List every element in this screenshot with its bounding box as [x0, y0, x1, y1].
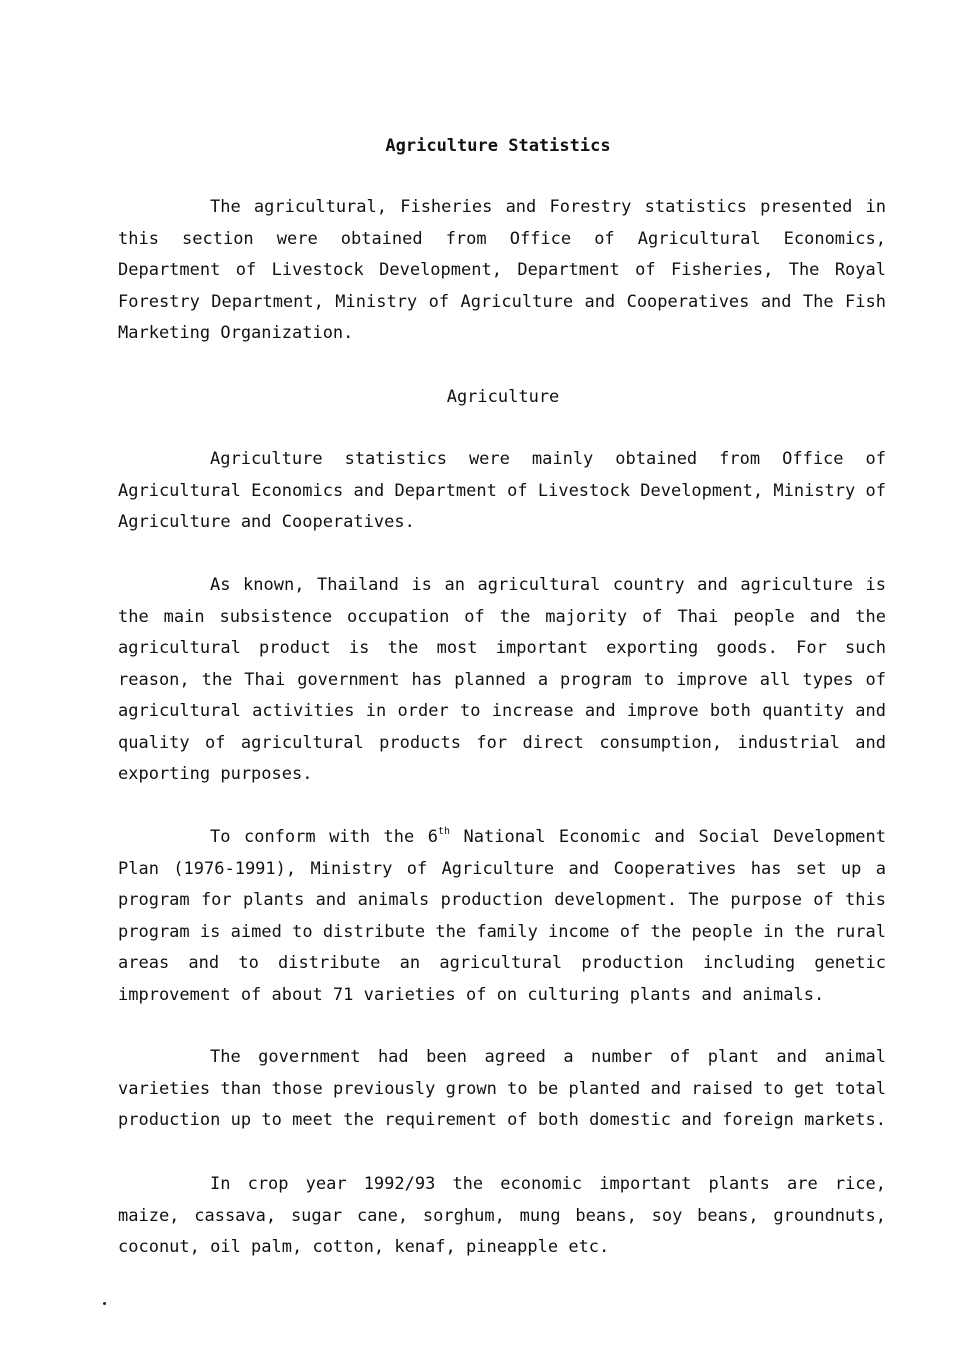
- paragraph-line: In crop year 1992/93 the economic important plants are rice,: [210, 1174, 886, 1194]
- paragraph-line: The government had been agreed a number of plant and animal: [210, 1047, 886, 1067]
- page-title: Agriculture Statistics: [385, 136, 611, 156]
- paragraph-line: production up to meet the requirement of both domestic and foreign markets.: [118, 1110, 886, 1130]
- sources-paragraph: [118, 444, 886, 539]
- paragraph-line: Department of Livestock Development, Department of Fisheries, The Royal: [118, 260, 886, 280]
- scan-speck: [103, 1302, 106, 1305]
- paragraph-line: quality of agricultural products for direct consumption, industrial and: [118, 732, 886, 753]
- varieties-paragraph: [118, 1042, 886, 1137]
- paragraph-line: Agriculture and Cooperatives.: [118, 512, 415, 532]
- paragraph-line: Forestry Department, Ministry of Agriculture and Cooperatives and The Fish: [118, 291, 886, 312]
- paragraph-line: agricultural product is the most important exporting goods. For such: [118, 638, 886, 658]
- ordinal-suffix: th: [438, 826, 451, 837]
- paragraph-line: The agricultural, Fisheries and Forestry statistics presented in: [210, 197, 886, 217]
- paragraph-line: Agriculture statistics were mainly obtained from Office of: [210, 449, 886, 469]
- line-text: National Economic and Social Development: [450, 827, 886, 847]
- paragraph-line: reason, the Thai government has planned a program to improve all types of: [118, 669, 886, 690]
- paragraph-line: [210, 822, 886, 854]
- paragraph-line: program for plants and animals production development. The purpose of this: [118, 890, 886, 910]
- paragraph-line: Agricultural Economics and Department of Livestock Development, Ministry of: [118, 480, 886, 501]
- section-heading: Agriculture: [446, 387, 560, 407]
- paragraph-line: coconut, oil palm, cotton, kenaf, pineapple etc.: [118, 1237, 610, 1257]
- paragraph-line: program is aimed to distribute the family income of the people in the rural: [118, 921, 886, 942]
- overview-paragraph: [118, 570, 886, 791]
- paragraph-line: Plan (1976-1991), Ministry of Agriculture and Cooperatives has set up a: [118, 858, 886, 879]
- paragraph-line: maize, cassava, sugar cane, sorghum, mung beans, soy beans, groundnuts,: [118, 1205, 886, 1226]
- paragraph-line: As known, Thailand is an agricultural country and agriculture is: [210, 575, 886, 595]
- paragraph-line: agricultural activities in order to increase and improve both quantity and: [118, 701, 886, 721]
- paragraph-line: varieties than those previously grown to be planted and raised to get total: [118, 1078, 886, 1099]
- paragraph-line: areas and to distribute an agricultural production including genetic: [118, 953, 886, 973]
- paragraph-line: this section were obtained from Office of Agricultural Economics,: [118, 228, 886, 249]
- intro-paragraph: [118, 192, 886, 350]
- paragraph-line: improvement of about 71 varieties of on culturing plants and animals.: [118, 984, 825, 1005]
- paragraph-line: Marketing Organization.: [118, 323, 354, 343]
- paragraph-line: exporting purposes.: [118, 764, 313, 784]
- paragraph-line: the main subsistence occupation of the majority of Thai people and the: [118, 606, 886, 627]
- crops-paragraph: [118, 1169, 886, 1264]
- line-text: To conform with the 6: [210, 827, 438, 847]
- plan-paragraph: [118, 822, 886, 1011]
